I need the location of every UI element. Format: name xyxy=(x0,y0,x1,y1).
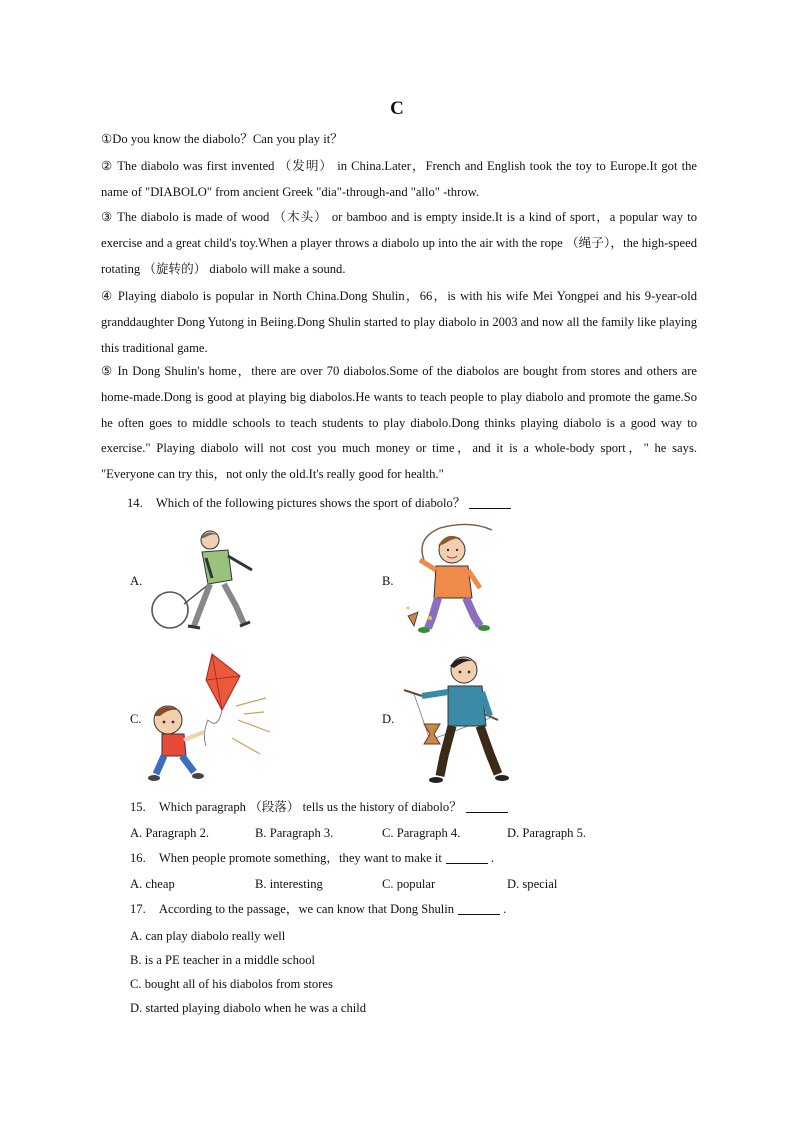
option-d[interactable]: D. Paragraph 5. xyxy=(507,826,587,840)
option-c[interactable]: C. Paragraph 4. xyxy=(382,826,461,840)
picture-spinning-top[interactable] xyxy=(400,520,500,638)
question-end: . xyxy=(490,851,495,865)
picture-label-c: C. xyxy=(130,712,142,726)
paragraph-1: ①Do you know the diabolo？Can you play it？ xyxy=(101,132,343,146)
question-text: Which of the following pictures shows the sport of diabolo？ xyxy=(155,496,466,510)
section-title: C xyxy=(390,98,404,119)
question-text: When people promote something，they want to make it xyxy=(158,851,442,865)
option-b[interactable]: B. is a PE teacher in a middle school xyxy=(130,953,316,967)
question-end: . xyxy=(503,902,507,916)
question-15 xyxy=(130,798,508,816)
question-text: According to the passage，we can know that Dong Shulin xyxy=(158,902,455,916)
option-d[interactable]: D. special xyxy=(507,877,558,891)
option-c[interactable]: C. bought all of his diabolos from stores xyxy=(130,977,333,991)
option-a[interactable]: A. can play diabolo really well xyxy=(130,929,286,943)
picture-hoop-rolling[interactable] xyxy=(148,528,268,634)
option-a[interactable]: A. Paragraph 2. xyxy=(130,826,210,840)
picture-label-d: D. xyxy=(382,712,395,726)
option-b[interactable]: B. Paragraph 3. xyxy=(255,826,334,840)
picture-diabolo-playing[interactable] xyxy=(400,652,510,786)
answer-blank[interactable] xyxy=(469,496,511,509)
question-number: 17. xyxy=(130,902,146,916)
paragraph-4: ④ Playing diabolo is popular in North China.Dong Shulin，66，is with his wife Mei Yongpei and his 9-year-old granddaughter Dong Yutong in Beiing.Dong Shulin started to play diabolo in 2003 and now all the family like playing this traditional game. xyxy=(101,289,697,355)
question-14 xyxy=(127,494,511,512)
question-text: Which paragraph （段落） tells us the history of diabolo？ xyxy=(158,800,462,814)
option-d[interactable]: D. started playing diabolo when he was a child xyxy=(130,1001,367,1015)
paragraph-2: ② The diabolo was first invented （发明） in China.Later，French and English took the toy to Europe.It got the name of "DIABOLO" from ancient Greek "dia"-through-and "allo" -throw. xyxy=(101,159,697,199)
option-c[interactable]: C. popular xyxy=(382,877,436,891)
question-17 xyxy=(130,900,506,918)
picture-kite-flying[interactable] xyxy=(148,650,274,786)
answer-blank[interactable] xyxy=(466,800,508,813)
picture-label-a: A. xyxy=(130,574,143,588)
paragraph-5: ⑤ In Dong Shulin's home，there are over 70 diabolos.Some of the diabolos are bought from stores and others are home-made.Dong is good at playing big diabolos.He wants to teach people to play diabolo and promote the game.So he often goes to middle schools to teach students to play diabolo.Dong thinks playing diabolo is a good way to exercise." Playing diabolo will not cost you much money or time，and it is a whole-body sport，" he says. "Everyone can try this，not only the old.It's really good for health." xyxy=(101,364,697,482)
question-number: 16. xyxy=(130,851,146,865)
option-a[interactable]: A. cheap xyxy=(130,877,175,891)
question-number: 14. xyxy=(127,496,143,510)
paragraph-3: ③ The diabolo is made of wood （木头） or bamboo and is empty inside.It is a kind of sport，a popular way to exercise and a great child's toy.When a player throws a diabolo up into the air with the rope （绳子），the high-speed rotating （旋转的） diabolo will make a sound. xyxy=(101,210,697,276)
question-16 xyxy=(130,849,494,867)
answer-blank[interactable] xyxy=(458,902,500,915)
question-number: 15. xyxy=(130,800,146,814)
picture-label-b: B. xyxy=(382,574,394,588)
option-b[interactable]: B. interesting xyxy=(255,877,323,891)
answer-blank[interactable] xyxy=(446,851,488,864)
